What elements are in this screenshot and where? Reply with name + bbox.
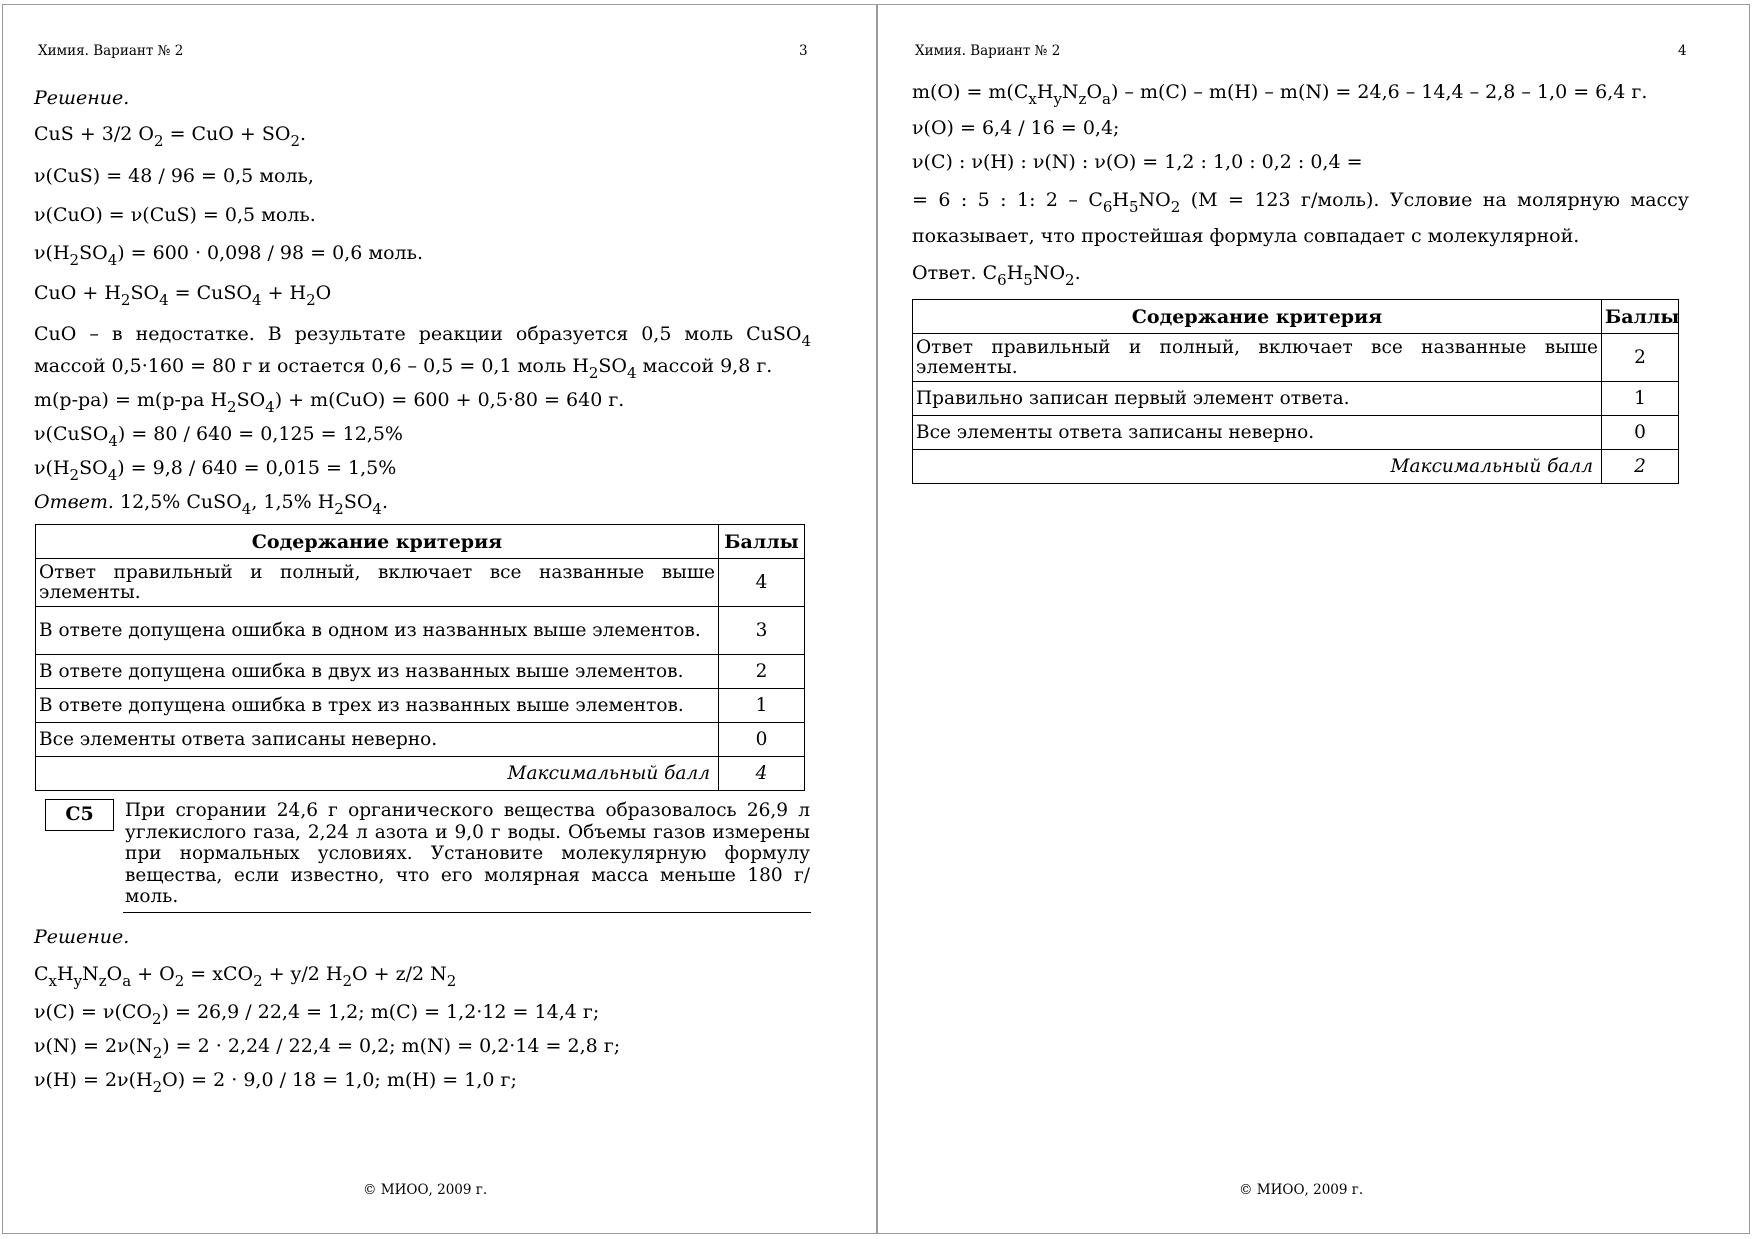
- table-row: [36, 655, 805, 689]
- criterion-points: 0: [1602, 416, 1679, 450]
- criterion-text: Все элементы ответа записаны неверно.: [36, 723, 719, 757]
- criterion-points: 4: [719, 559, 805, 607]
- eq-line: = 6 : 5 : 1: $2 - C_6H_5NO_2$ (M = 123 г/моль). Условие на молярную массу: [912, 189, 1689, 216]
- eq-line: ν(CuO) = ν(CuS) = 0,5 моль.: [34, 204, 316, 226]
- table-row: [36, 689, 805, 723]
- column-header: Баллы: [719, 525, 805, 559]
- task-id-badge: C5: [45, 799, 114, 831]
- criterion-points: 1: [719, 689, 805, 723]
- task-divider: [123, 912, 811, 913]
- table-max-row: [36, 757, 805, 791]
- task-text: При сгорании 24,6 г органического вещества образовалось 26,9 л углекислого газа, 2,24 л азота и 9,0 г воды. Объемы газов измерены при нормальных условиях. Установите молекулярную формулу вещества, если известно, что его молярная масса меньше 180 г/моль.: [125, 800, 810, 907]
- eq-line: CuS + 3/2 $O_2$ = CuO + $SO_2$.: [34, 123, 307, 150]
- page-number: 3: [799, 43, 808, 59]
- eq-line: $\nu(H_2SO_4) = 9,8 / 640 = 0,015 = 1,5\%$: [34, 457, 397, 484]
- criterion-points: 2: [1602, 334, 1679, 382]
- eq-line: $C_xH_yN_zO_a + O_2 = xCO_2 + y/2$ $H_2O + z/2$ $N_2$: [34, 963, 457, 990]
- solution-title: Решение.: [34, 87, 130, 109]
- criterion-points: 2: [719, 655, 805, 689]
- eq-line: $\nu(H) = 2\nu(H_2O) = 2 \cdot 9,0 / 18 = 1,0$; m(H) = 1,0 г;: [34, 1069, 517, 1096]
- criterion-text: Все элементы ответа записаны неверно.: [913, 416, 1602, 450]
- eq-line: $\nu(N) = 2\nu(N_2) = 2 \cdot 2,24 / 22,4 = 0,2$; m(N) = 0,2·14 = 2,8 г;: [34, 1035, 621, 1062]
- eq-line: $m(O) = m(C_xH_yN_zO_a) - m(C) - m(H) - m(N) = 24,6 - 14,4 - 2,8 - 1,0 = 6,4$ г.: [912, 81, 1648, 108]
- criteria-table: [912, 299, 1679, 484]
- eq-line: ν(C) : ν(H) : ν(N) : ν(O) = 1,2 : 1,0 : 0,2 : 0,4 =: [912, 151, 1363, 173]
- criterion-points: 0: [719, 723, 805, 757]
- page-header: Химия. Вариант № 2: [38, 43, 184, 59]
- eq-line: массой 0,5·160 = 80 г и остается 0,6 – 0,5 = 0,1 моль $H_2SO_4$ массой 9,8 г.: [34, 355, 773, 382]
- answer-line: Ответ. 12,5% CuSO$_4$, 1,5% $H_2SO_4$.: [34, 491, 389, 518]
- column-header: Содержание критерия: [36, 525, 719, 559]
- eq-line: CuO – в недостатке. В результате реакции образуется 0,5 моль CuSO$_4$: [34, 323, 811, 350]
- table-max-row: [913, 450, 1679, 484]
- eq-line: CuO + $H_2SO_4$ = CuSO$_4$ + $H_2O$: [34, 282, 332, 309]
- max-score-label: Максимальный балл: [913, 450, 1602, 484]
- table-row: [36, 607, 805, 655]
- column-header: Содержание критерия: [913, 300, 1602, 334]
- page-4: [877, 4, 1750, 1234]
- eq-line: показывает, что простейшая формула совпадает с молекулярной.: [912, 225, 1580, 247]
- table-header-row: [36, 525, 805, 559]
- eq-line: ν(O) = 6,4 / 16 = 0,4;: [912, 117, 1120, 139]
- criterion-text: Ответ правильный и полный, включает все названные выше элементы.: [36, 559, 719, 607]
- criteria-table: [35, 524, 805, 791]
- column-header: Баллы: [1602, 300, 1679, 334]
- table-row: [36, 559, 805, 607]
- criterion-text: Правильно записан первый элемент ответа.: [913, 382, 1602, 416]
- table-row: [913, 334, 1679, 382]
- eq-line: m(р-ра) = m(р-ра $H_2SO_4) + m(CuO) = 600 + 0,5\cdot 80 = 640$ г.: [34, 389, 625, 416]
- table-row: [913, 382, 1679, 416]
- criterion-points: 1: [1602, 382, 1679, 416]
- max-score-label: Максимальный балл: [36, 757, 719, 791]
- page-footer: © МИОО, 2009 г.: [363, 1182, 488, 1198]
- eq-line: ν(CuS) = 48 / 96 = 0,5 моль,: [34, 165, 314, 187]
- answer-line: Ответ. $C_6H_5NO_2$.: [912, 262, 1081, 289]
- page-footer: © МИОО, 2009 г.: [1239, 1182, 1364, 1198]
- page-3: [2, 4, 877, 1234]
- page-header: Химия. Вариант № 2: [915, 43, 1061, 59]
- table-row: [913, 416, 1679, 450]
- criterion-text: В ответе допущена ошибка в двух из названных выше элементов.: [36, 655, 719, 689]
- page-number: 4: [1678, 43, 1687, 59]
- criterion-text: В ответе допущена ошибка в трех из названных выше элементов.: [36, 689, 719, 723]
- eq-line: ν(CuSO$_4$) = 80 / 640 = 0,125 = 12,5%: [34, 423, 403, 450]
- criterion-text: В ответе допущена ошибка в одном из названных выше элементов.: [36, 607, 719, 655]
- eq-line: $\nu(C) = \nu(CO_2) = 26,9 / 22,4 = 1,2$; m(C) = 1,2·12 = 14,4 г;: [34, 1001, 600, 1028]
- eq-line: $\nu(H_2SO_4) = 600 \cdot 0,098 / 98 = 0,6$ моль.: [34, 242, 424, 269]
- criterion-text: Ответ правильный и полный, включает все названные выше элементы.: [913, 334, 1602, 382]
- max-score-value: 4: [719, 757, 805, 791]
- table-header-row: [913, 300, 1679, 334]
- criterion-points: 3: [719, 607, 805, 655]
- solution-title: Решение.: [34, 926, 130, 948]
- max-score-value: 2: [1602, 450, 1679, 484]
- table-row: [36, 723, 805, 757]
